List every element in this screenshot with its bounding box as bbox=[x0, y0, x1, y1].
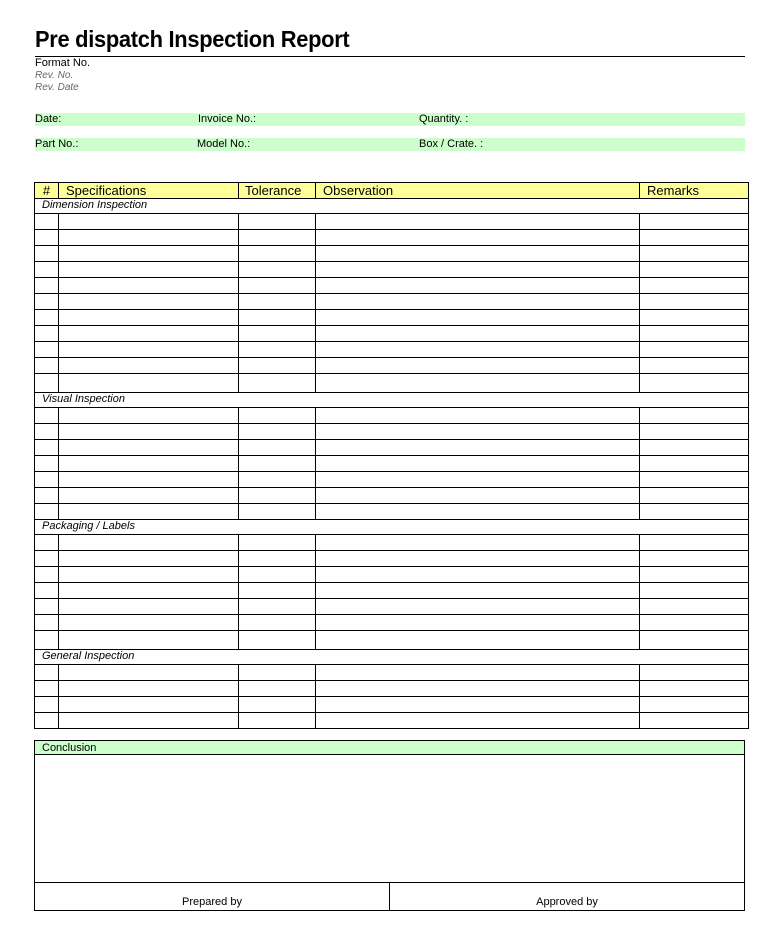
remarks-cell[interactable] bbox=[640, 262, 749, 278]
number-cell[interactable] bbox=[35, 697, 59, 713]
specification-cell[interactable] bbox=[59, 631, 239, 650]
number-cell[interactable] bbox=[35, 374, 59, 393]
tolerance-cell[interactable] bbox=[239, 408, 316, 424]
tolerance-cell[interactable] bbox=[239, 358, 316, 374]
remarks-cell[interactable] bbox=[640, 488, 749, 504]
table-row bbox=[35, 408, 749, 424]
tolerance-cell[interactable] bbox=[239, 631, 316, 650]
page-title: Pre dispatch Inspection Report bbox=[35, 26, 350, 52]
number-cell[interactable] bbox=[35, 504, 59, 520]
tolerance-cell[interactable] bbox=[239, 294, 316, 310]
observation-cell[interactable] bbox=[316, 551, 640, 567]
number-cell[interactable] bbox=[35, 440, 59, 456]
info-row-2 bbox=[35, 138, 745, 151]
observation-cell[interactable] bbox=[316, 599, 640, 615]
specification-cell[interactable] bbox=[59, 294, 239, 310]
remarks-cell[interactable] bbox=[640, 294, 749, 310]
section-row bbox=[35, 650, 749, 665]
specification-cell[interactable] bbox=[59, 697, 239, 713]
number-cell[interactable] bbox=[35, 713, 59, 729]
part-no-field[interactable]: Part No.: bbox=[35, 138, 79, 150]
conclusion-header: Conclusion bbox=[35, 741, 744, 755]
specification-cell[interactable] bbox=[59, 567, 239, 583]
header-specifications: Specifications bbox=[59, 183, 239, 199]
section-title: General Inspection bbox=[35, 650, 749, 665]
remarks-cell[interactable] bbox=[640, 615, 749, 631]
number-cell[interactable] bbox=[35, 472, 59, 488]
number-cell[interactable] bbox=[35, 294, 59, 310]
remarks-cell[interactable] bbox=[640, 697, 749, 713]
specification-cell[interactable] bbox=[59, 230, 239, 246]
specification-cell[interactable] bbox=[59, 488, 239, 504]
header-number: # bbox=[35, 183, 59, 199]
specification-cell[interactable] bbox=[59, 583, 239, 599]
section-row bbox=[35, 393, 749, 408]
observation-cell[interactable] bbox=[316, 713, 640, 729]
remarks-cell[interactable] bbox=[640, 599, 749, 615]
observation-cell[interactable] bbox=[316, 440, 640, 456]
observation-cell[interactable] bbox=[316, 230, 640, 246]
section-row bbox=[35, 199, 749, 214]
title-underline bbox=[35, 56, 745, 57]
remarks-cell[interactable] bbox=[640, 535, 749, 551]
remarks-cell[interactable] bbox=[640, 681, 749, 697]
tolerance-cell[interactable] bbox=[239, 681, 316, 697]
table-row bbox=[35, 424, 749, 440]
tolerance-cell[interactable] bbox=[239, 456, 316, 472]
tolerance-cell[interactable] bbox=[239, 326, 316, 342]
number-cell[interactable] bbox=[35, 681, 59, 697]
table-row bbox=[35, 230, 749, 246]
tolerance-cell[interactable] bbox=[239, 424, 316, 440]
number-cell[interactable] bbox=[35, 456, 59, 472]
table-row bbox=[35, 681, 749, 697]
table-row bbox=[35, 713, 749, 729]
specification-cell[interactable] bbox=[59, 665, 239, 681]
approved-by-label[interactable]: Approved by bbox=[536, 896, 598, 908]
number-cell[interactable] bbox=[35, 567, 59, 583]
tolerance-cell[interactable] bbox=[239, 697, 316, 713]
specification-cell[interactable] bbox=[59, 310, 239, 326]
table-row bbox=[35, 326, 749, 342]
remarks-cell[interactable] bbox=[640, 326, 749, 342]
specification-cell[interactable] bbox=[59, 440, 239, 456]
invoice-field[interactable]: Invoice No.: bbox=[198, 113, 257, 125]
table-row bbox=[35, 631, 749, 650]
remarks-cell[interactable] bbox=[640, 278, 749, 294]
remarks-cell[interactable] bbox=[640, 246, 749, 262]
specification-cell[interactable] bbox=[59, 615, 239, 631]
remarks-cell[interactable] bbox=[640, 504, 749, 520]
table-row bbox=[35, 551, 749, 567]
observation-cell[interactable] bbox=[316, 262, 640, 278]
specification-cell[interactable] bbox=[59, 262, 239, 278]
observation-cell[interactable] bbox=[316, 681, 640, 697]
number-cell[interactable] bbox=[35, 278, 59, 294]
specification-cell[interactable] bbox=[59, 374, 239, 393]
conclusion-text-area[interactable] bbox=[35, 756, 744, 882]
specification-cell[interactable] bbox=[59, 472, 239, 488]
number-cell[interactable] bbox=[35, 583, 59, 599]
specification-cell[interactable] bbox=[59, 504, 239, 520]
signature-row bbox=[35, 882, 744, 911]
remarks-cell[interactable] bbox=[640, 342, 749, 358]
specification-cell[interactable] bbox=[59, 713, 239, 729]
tolerance-cell[interactable] bbox=[239, 472, 316, 488]
observation-cell[interactable] bbox=[316, 310, 640, 326]
section-title: Packaging / Labels bbox=[35, 520, 749, 535]
observation-cell[interactable] bbox=[316, 424, 640, 440]
number-cell[interactable] bbox=[35, 214, 59, 230]
observation-cell[interactable] bbox=[316, 246, 640, 262]
table-row bbox=[35, 665, 749, 681]
tolerance-cell[interactable] bbox=[239, 342, 316, 358]
observation-cell[interactable] bbox=[316, 294, 640, 310]
number-cell[interactable] bbox=[35, 488, 59, 504]
section-title: Dimension Inspection bbox=[35, 199, 749, 214]
tolerance-cell[interactable] bbox=[239, 615, 316, 631]
table-row bbox=[35, 278, 749, 294]
inspection-table bbox=[34, 182, 749, 729]
remarks-cell[interactable] bbox=[640, 665, 749, 681]
table-row bbox=[35, 358, 749, 374]
number-cell[interactable] bbox=[35, 230, 59, 246]
number-cell[interactable] bbox=[35, 408, 59, 424]
table-header-row bbox=[35, 183, 749, 199]
observation-cell[interactable] bbox=[316, 214, 640, 230]
specification-cell[interactable] bbox=[59, 358, 239, 374]
specification-cell[interactable] bbox=[59, 535, 239, 551]
remarks-cell[interactable] bbox=[640, 456, 749, 472]
specification-cell[interactable] bbox=[59, 599, 239, 615]
number-cell[interactable] bbox=[35, 310, 59, 326]
observation-cell[interactable] bbox=[316, 583, 640, 599]
remarks-cell[interactable] bbox=[640, 472, 749, 488]
specification-cell[interactable] bbox=[59, 424, 239, 440]
observation-cell[interactable] bbox=[316, 665, 640, 681]
tolerance-cell[interactable] bbox=[239, 665, 316, 681]
observation-cell[interactable] bbox=[316, 535, 640, 551]
table-row bbox=[35, 599, 749, 615]
tolerance-cell[interactable] bbox=[239, 583, 316, 599]
tolerance-cell[interactable] bbox=[239, 214, 316, 230]
tolerance-cell[interactable] bbox=[239, 278, 316, 294]
tolerance-cell[interactable] bbox=[239, 310, 316, 326]
table-row bbox=[35, 214, 749, 230]
observation-cell[interactable] bbox=[316, 456, 640, 472]
header-observation: Observation bbox=[316, 183, 640, 199]
remarks-cell[interactable] bbox=[640, 440, 749, 456]
observation-cell[interactable] bbox=[316, 488, 640, 504]
number-cell[interactable] bbox=[35, 631, 59, 650]
box-crate-field[interactable]: Box / Crate. : bbox=[419, 138, 484, 150]
section-row bbox=[35, 520, 749, 535]
number-cell[interactable] bbox=[35, 551, 59, 567]
specification-cell[interactable] bbox=[59, 342, 239, 358]
remarks-cell[interactable] bbox=[640, 551, 749, 567]
number-cell[interactable] bbox=[35, 246, 59, 262]
tolerance-cell[interactable] bbox=[239, 246, 316, 262]
table-row bbox=[35, 488, 749, 504]
date-field[interactable]: Date: bbox=[35, 113, 62, 125]
remarks-cell[interactable] bbox=[640, 214, 749, 230]
tolerance-cell[interactable] bbox=[239, 567, 316, 583]
number-cell[interactable] bbox=[35, 424, 59, 440]
remarks-cell[interactable] bbox=[640, 358, 749, 374]
table-row bbox=[35, 294, 749, 310]
specification-cell[interactable] bbox=[59, 246, 239, 262]
number-cell[interactable] bbox=[35, 599, 59, 615]
remarks-cell[interactable] bbox=[640, 583, 749, 599]
remarks-cell[interactable] bbox=[640, 408, 749, 424]
specification-cell[interactable] bbox=[59, 214, 239, 230]
observation-cell[interactable] bbox=[316, 358, 640, 374]
remarks-cell[interactable] bbox=[640, 631, 749, 650]
table-row bbox=[35, 374, 749, 393]
remarks-cell[interactable] bbox=[640, 310, 749, 326]
rev-no-label: Rev. No. bbox=[35, 70, 74, 81]
table-row bbox=[35, 342, 749, 358]
specification-cell[interactable] bbox=[59, 681, 239, 697]
tolerance-cell[interactable] bbox=[239, 551, 316, 567]
remarks-cell[interactable] bbox=[640, 713, 749, 729]
observation-cell[interactable] bbox=[316, 326, 640, 342]
table-row bbox=[35, 440, 749, 456]
tolerance-cell[interactable] bbox=[239, 374, 316, 393]
number-cell[interactable] bbox=[35, 665, 59, 681]
tolerance-cell[interactable] bbox=[239, 713, 316, 729]
tolerance-cell[interactable] bbox=[239, 504, 316, 520]
specification-cell[interactable] bbox=[59, 408, 239, 424]
table-row bbox=[35, 567, 749, 583]
specification-cell[interactable] bbox=[59, 326, 239, 342]
specification-cell[interactable] bbox=[59, 551, 239, 567]
number-cell[interactable] bbox=[35, 262, 59, 278]
remarks-cell[interactable] bbox=[640, 424, 749, 440]
table-row bbox=[35, 504, 749, 520]
observation-cell[interactable] bbox=[316, 631, 640, 650]
observation-cell[interactable] bbox=[316, 278, 640, 294]
table-row bbox=[35, 535, 749, 551]
tolerance-cell[interactable] bbox=[239, 535, 316, 551]
tolerance-cell[interactable] bbox=[239, 440, 316, 456]
observation-cell[interactable] bbox=[316, 567, 640, 583]
table-row bbox=[35, 472, 749, 488]
table-row bbox=[35, 583, 749, 599]
section-title: Visual Inspection bbox=[35, 393, 749, 408]
number-cell[interactable] bbox=[35, 615, 59, 631]
prepared-by-label[interactable]: Prepared by bbox=[182, 896, 242, 908]
tolerance-cell[interactable] bbox=[239, 262, 316, 278]
tolerance-cell[interactable] bbox=[239, 599, 316, 615]
tolerance-cell[interactable] bbox=[239, 488, 316, 504]
observation-cell[interactable] bbox=[316, 342, 640, 358]
remarks-cell[interactable] bbox=[640, 374, 749, 393]
table-row bbox=[35, 697, 749, 713]
number-cell[interactable] bbox=[35, 358, 59, 374]
number-cell[interactable] bbox=[35, 535, 59, 551]
header-remarks: Remarks bbox=[640, 183, 749, 199]
table-row bbox=[35, 456, 749, 472]
observation-cell[interactable] bbox=[316, 472, 640, 488]
model-no-field[interactable]: Model No.: bbox=[197, 138, 251, 150]
rev-date-label: Rev. Date bbox=[35, 82, 79, 93]
table-row bbox=[35, 615, 749, 631]
tolerance-cell[interactable] bbox=[239, 230, 316, 246]
observation-cell[interactable] bbox=[316, 408, 640, 424]
table-row bbox=[35, 310, 749, 326]
header-tolerance: Tolerance bbox=[239, 183, 316, 199]
number-cell[interactable] bbox=[35, 326, 59, 342]
quantity-field[interactable]: Quantity. : bbox=[419, 113, 469, 125]
table-row bbox=[35, 246, 749, 262]
observation-cell[interactable] bbox=[316, 374, 640, 393]
number-cell[interactable] bbox=[35, 342, 59, 358]
observation-cell[interactable] bbox=[316, 697, 640, 713]
remarks-cell[interactable] bbox=[640, 567, 749, 583]
info-row-1 bbox=[35, 113, 745, 126]
format-no-label: Format No. bbox=[35, 57, 91, 69]
specification-cell[interactable] bbox=[59, 456, 239, 472]
observation-cell[interactable] bbox=[316, 504, 640, 520]
remarks-cell[interactable] bbox=[640, 230, 749, 246]
specification-cell[interactable] bbox=[59, 278, 239, 294]
table-row bbox=[35, 262, 749, 278]
observation-cell[interactable] bbox=[316, 615, 640, 631]
conclusion-box bbox=[34, 740, 745, 911]
